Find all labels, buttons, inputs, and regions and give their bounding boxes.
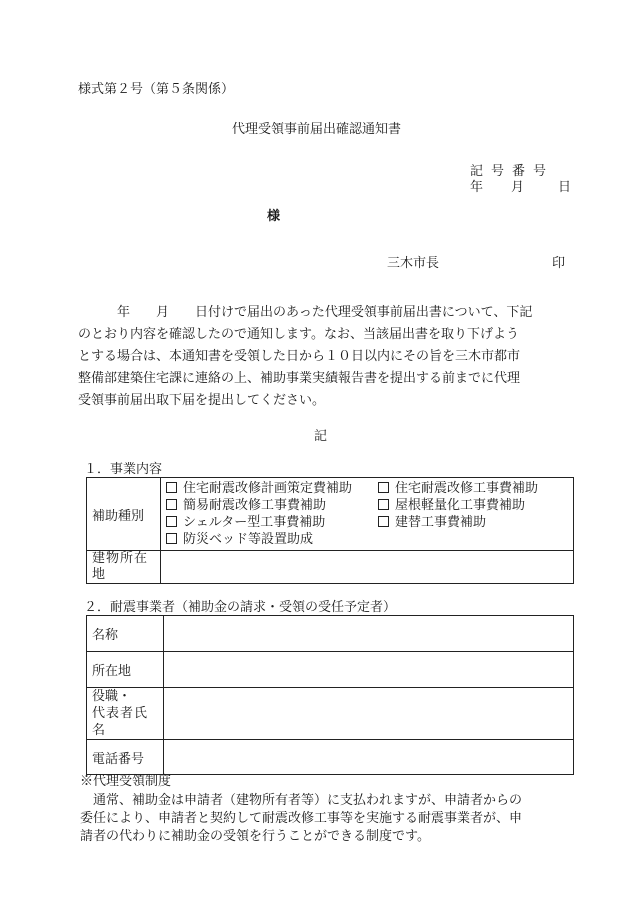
contractor-phone-value[interactable]	[164, 740, 574, 775]
option-roof-subsidy[interactable]: 屋根軽量化工事費補助	[378, 497, 568, 514]
notice-body	[78, 302, 568, 412]
checkbox-icon[interactable]	[166, 516, 177, 527]
subsidy-type-label: 補助種別	[87, 478, 161, 551]
issuer-name: 三木市長	[387, 256, 440, 271]
checkbox-icon[interactable]	[166, 533, 177, 544]
date-line	[470, 178, 571, 197]
section1-heading: １．事業内容	[84, 462, 163, 477]
contractor-name-label: 名称	[87, 616, 164, 652]
body-line: のとおり内容を確認したので通知します。なお、当該届出書を取り下げよう	[78, 327, 519, 342]
contractor-representative-label: 役職・ 代表者氏 名	[87, 688, 164, 740]
option-shelter-subsidy[interactable]: シェルター型工事費補助	[166, 514, 378, 531]
note-line: 請者の代わりに補助金の受領を行うことができる制度です。	[80, 829, 430, 844]
option-rebuild-subsidy[interactable]: 建替工事費補助	[378, 514, 568, 531]
record-number-label: 記号番号	[470, 164, 555, 179]
note-line: 通常、補助金は申請者（建物所有者等）に支払われますが、申請者からの	[80, 793, 523, 808]
contractor-table	[86, 615, 574, 775]
contractor-phone-label: 電話番号	[87, 740, 164, 775]
addressee-suffix: 様	[267, 209, 281, 224]
body-line: 年 月 日付けで届出のあった代理受領事前届出書について、下記	[78, 305, 533, 320]
checkbox-icon[interactable]	[378, 516, 389, 527]
document-title: 代理受領事前届出確認通知書	[232, 122, 402, 137]
ki-marker: 記	[314, 429, 328, 444]
project-content-table	[86, 477, 574, 584]
option-plan-subsidy[interactable]: 住宅耐震改修計画策定費補助	[166, 480, 378, 497]
section2-heading: ２．耐震事業者（補助金の請求・受領の受任予定者）	[84, 600, 397, 615]
body-line: とする場合は、本通知書を受領した日から１０日以内にその旨を三木市都市	[78, 349, 521, 364]
option-bed-grant[interactable]: 防災ベッド等設置助成	[166, 531, 378, 548]
option-retrofit-subsidy[interactable]: 住宅耐震改修工事費補助	[378, 480, 568, 497]
note-heading: ※代理受領制度	[80, 774, 172, 789]
building-location-label: 建物所在 地	[87, 551, 161, 584]
checkbox-icon[interactable]	[166, 499, 177, 510]
year-label: 年	[470, 180, 484, 195]
checkbox-icon[interactable]	[166, 482, 177, 493]
subsidy-options	[161, 478, 574, 551]
contractor-address-value[interactable]	[164, 652, 574, 688]
month-label: 月	[511, 180, 525, 195]
seal-mark: 印	[552, 256, 566, 271]
contractor-name-value[interactable]	[164, 616, 574, 652]
checkbox-icon[interactable]	[378, 482, 389, 493]
day-label: 日	[558, 180, 572, 195]
option-simple-retrofit-subsidy[interactable]: 簡易耐震改修工事費補助	[166, 497, 378, 514]
contractor-representative-value[interactable]	[164, 688, 574, 740]
building-location-value[interactable]	[161, 551, 574, 584]
body-line: 受領事前届出取下届を提出してください。	[78, 393, 326, 408]
form-number: 様式第２号（第５条関係）	[78, 82, 235, 97]
note-line: 委任により、申請者と契約して耐震改修工事等を実施する耐震事業者が、申	[80, 811, 523, 826]
body-line: 整備部建築住宅課に連絡の上、補助事業実績報告書を提出する前までに代理	[78, 371, 521, 386]
checkbox-icon[interactable]	[378, 499, 389, 510]
contractor-address-label: 所在地	[87, 652, 164, 688]
note-body	[80, 792, 570, 846]
